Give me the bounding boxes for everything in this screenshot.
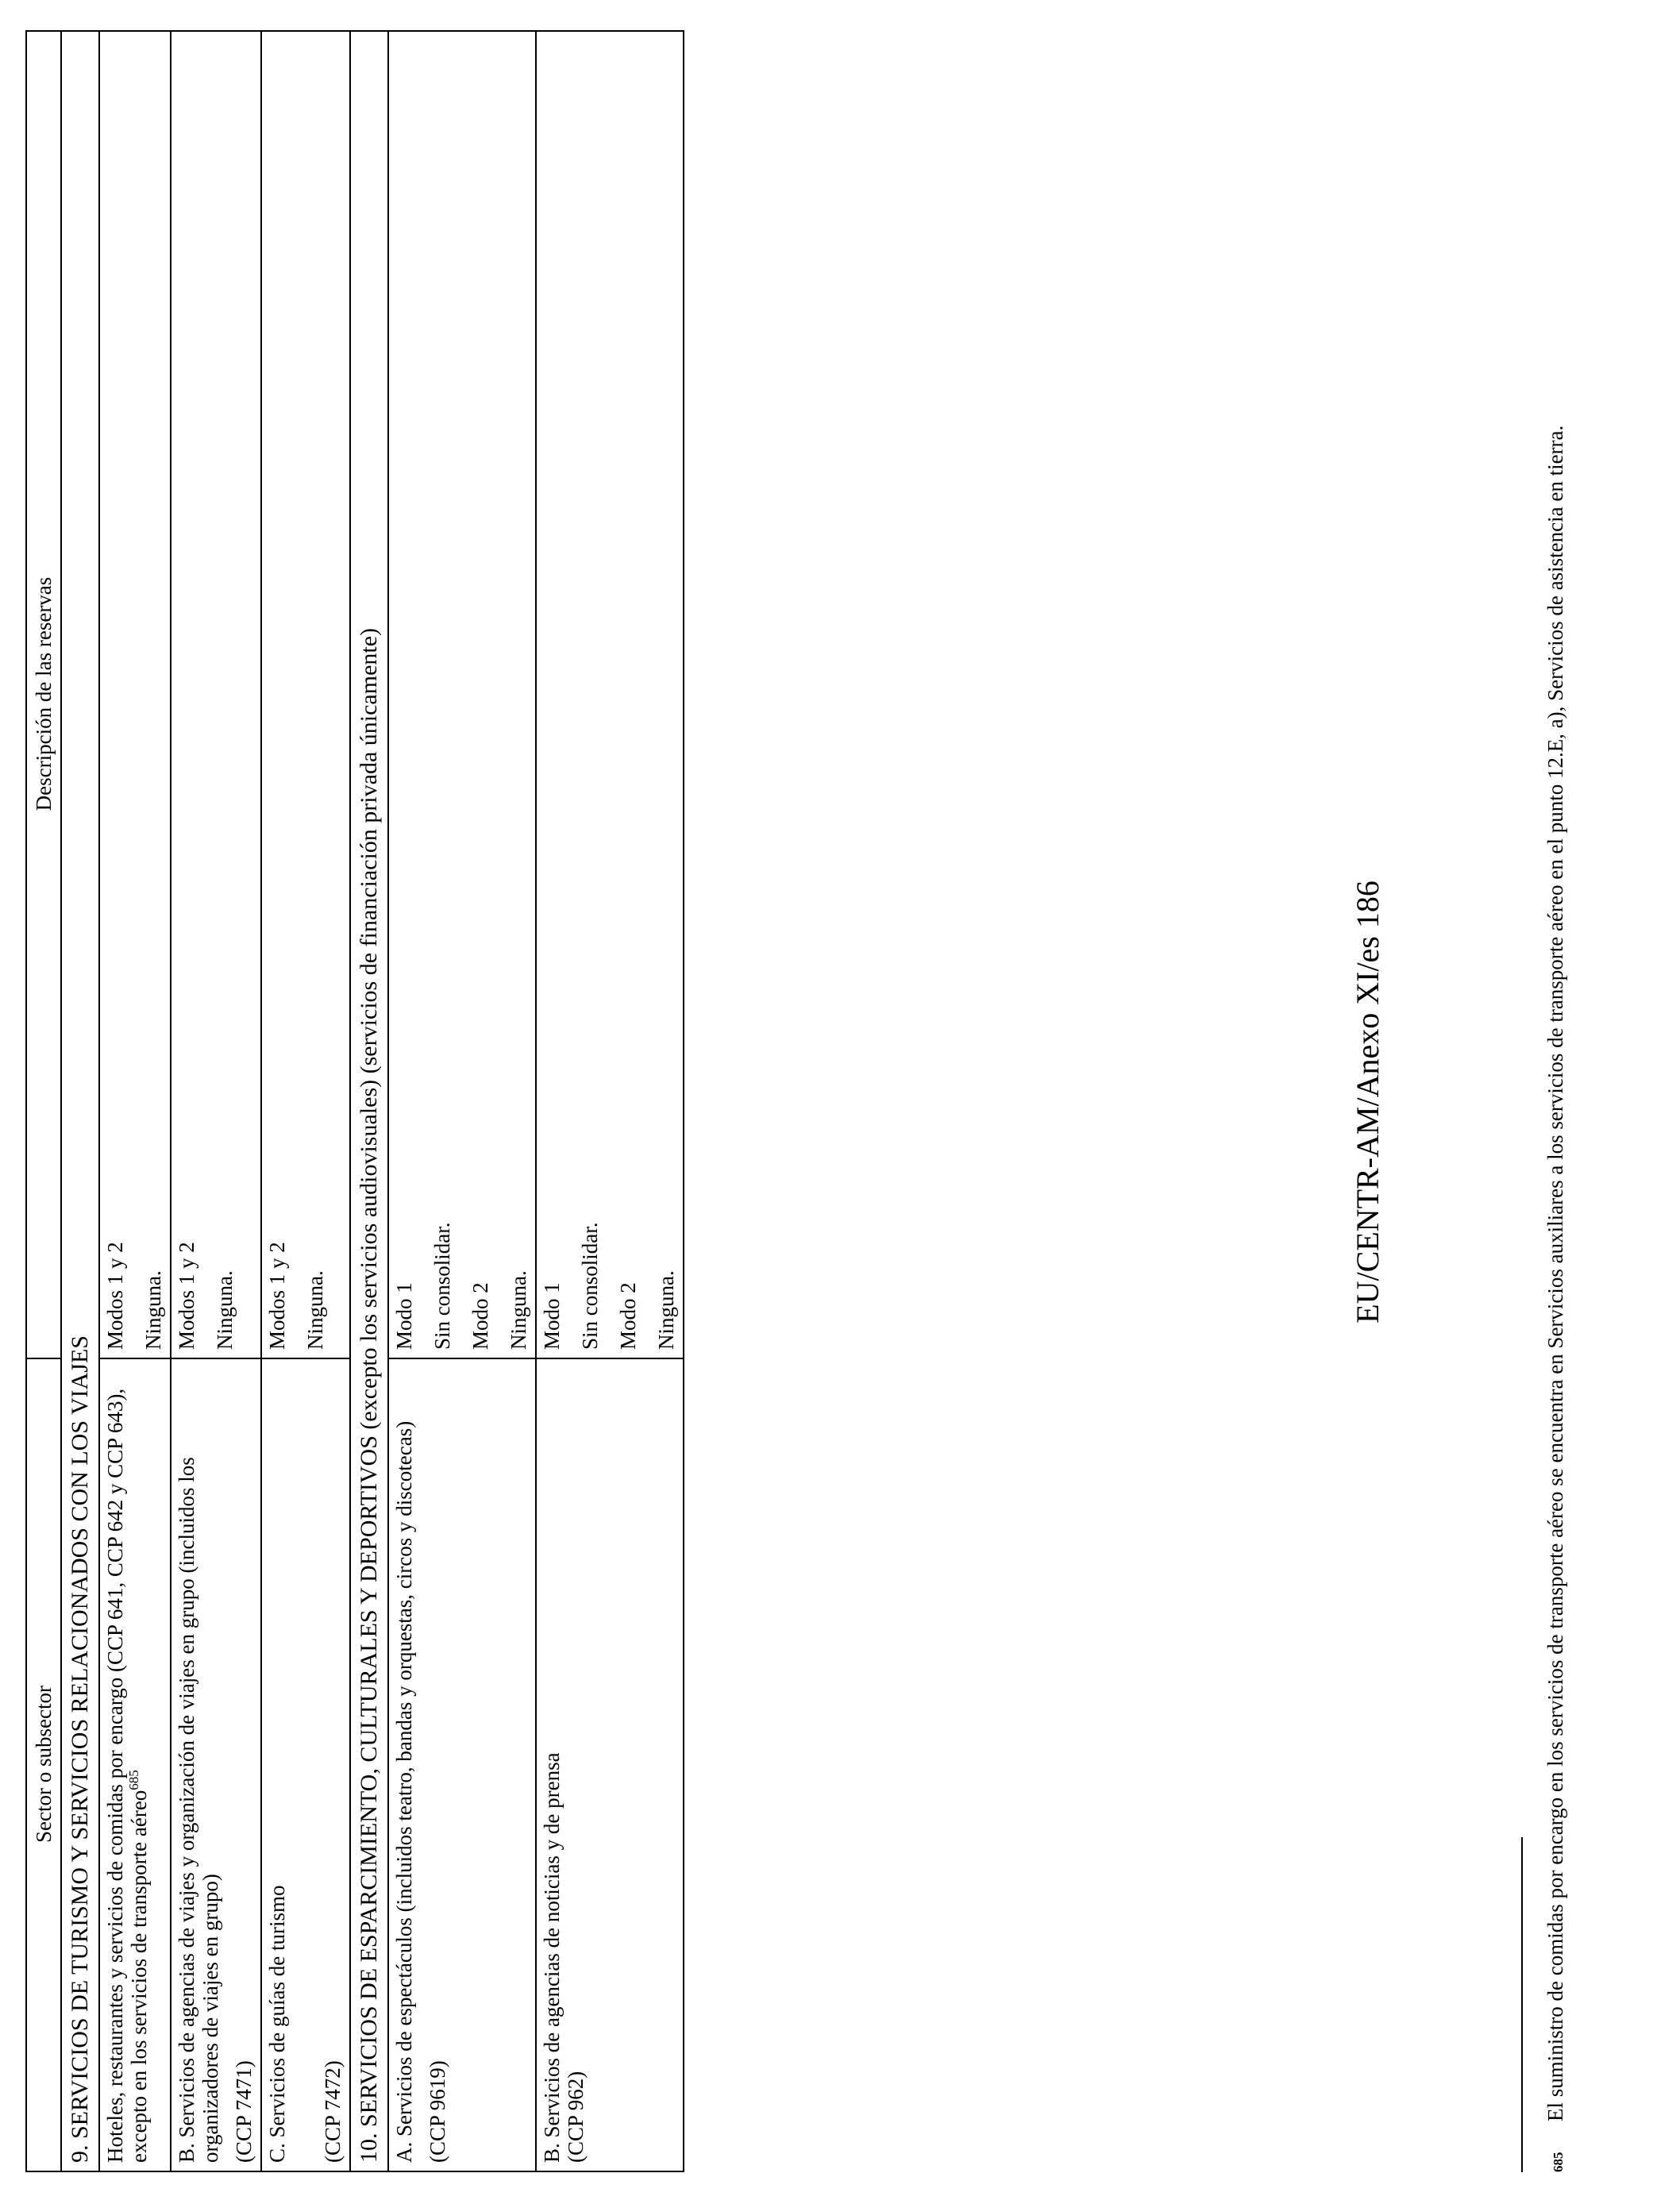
sector-text: Hoteles, restaurantes y servicios de comidas por encargo (CCP 641, CCP 642 y CCP 643), excepto en los servicios de transporte aéreo — [103, 1388, 151, 2163]
sector-text: B. Servicios de agencias de noticias y de prensa — [540, 1752, 564, 2163]
reservation-text: Sin consolidar. — [430, 1222, 454, 1350]
reservation-text: Ninguna. — [303, 1270, 327, 1350]
header-sector: Sector o subsector — [26, 1358, 61, 2171]
mode-label: Modos 1 y 2 — [103, 1242, 127, 1350]
sector-text: B. Servicios de agencias de viajes y organización de viajes en grupo (incluidos los organizadores de viajes en grupo) — [175, 1457, 222, 2163]
reservation-cell — [261, 31, 350, 1358]
sector-cell — [261, 1358, 350, 2171]
footnote-number: 685 — [1551, 2152, 1566, 2172]
footnote-divider — [1521, 1837, 1523, 2172]
mode-label: Modos 1 y 2 — [175, 1242, 198, 1350]
reservation-text: Sin consolidar. — [578, 1222, 602, 1350]
table-row — [388, 31, 536, 2171]
ccp-code: (CCP 7471) — [232, 2060, 256, 2163]
mode-label: Modo 2 — [616, 1282, 640, 1350]
section-row — [61, 31, 99, 2171]
section-row — [350, 31, 388, 2171]
table-row — [99, 31, 171, 2171]
reservation-cell — [536, 31, 684, 1358]
ccp-code: (CCP 962) — [564, 2071, 588, 2163]
ccp-code: (CCP 7472) — [321, 2060, 345, 2163]
sector-text: A. Servicios de espectáculos (incluidos teatro, bandas y orquestas, circos y discotecas) — [392, 1420, 416, 2163]
table-row — [171, 31, 261, 2171]
document-reference: EU/CENTR-AM/Anexo XI/es 186 — [1350, 880, 1385, 1324]
section-9-title: 9. SERVICIOS DE TURISMO Y SERVICIOS RELACIONADOS CON LOS VIAJES — [61, 31, 99, 2171]
reservation-text: Ninguna. — [507, 1270, 530, 1350]
reservation-cell — [171, 31, 261, 1358]
mode-label: Modo 2 — [468, 1282, 492, 1350]
table-row — [261, 31, 350, 2171]
sector-cell — [536, 1358, 684, 2171]
sector-cell — [388, 1358, 536, 2171]
sector-cell — [171, 1358, 261, 2171]
reservation-cell — [99, 31, 171, 1358]
table-row — [536, 31, 684, 2171]
reservation-text: Ninguna. — [141, 1270, 165, 1350]
footnote-reference: 685 — [126, 1770, 141, 1790]
mode-label: Modo 1 — [392, 1282, 416, 1350]
mode-label: Modos 1 y 2 — [265, 1242, 289, 1350]
table-header-row — [26, 31, 61, 2171]
reservation-text: Ninguna. — [654, 1270, 678, 1350]
ccp-code: (CCP 9619) — [426, 2060, 449, 2163]
reservation-cell — [388, 31, 536, 1358]
header-reservas: Descripción de las reservas — [26, 31, 61, 1358]
reservations-table — [25, 30, 684, 2172]
sector-cell — [99, 1358, 171, 2171]
section-10-title: 10. SERVICIOS DE ESPARCIMIENTO, CULTURALES Y DEPORTIVOS (excepto los servicios audiovisuales) (servicios de financiación privada únicamente) — [350, 31, 388, 2171]
mode-label: Modo 1 — [540, 1282, 564, 1350]
sector-text: C. Servicios de guías de turismo — [265, 1885, 289, 2163]
footnote-text: El suministro de comidas por encargo en los servicios de transporte aéreo se encuentra en Servicios auxiliares a los servicios de transporte aéreo en el punto 12.E, a), Servicios de asistencia en tierra. — [1543, 425, 1567, 2121]
reservation-text: Ninguna. — [213, 1270, 237, 1350]
